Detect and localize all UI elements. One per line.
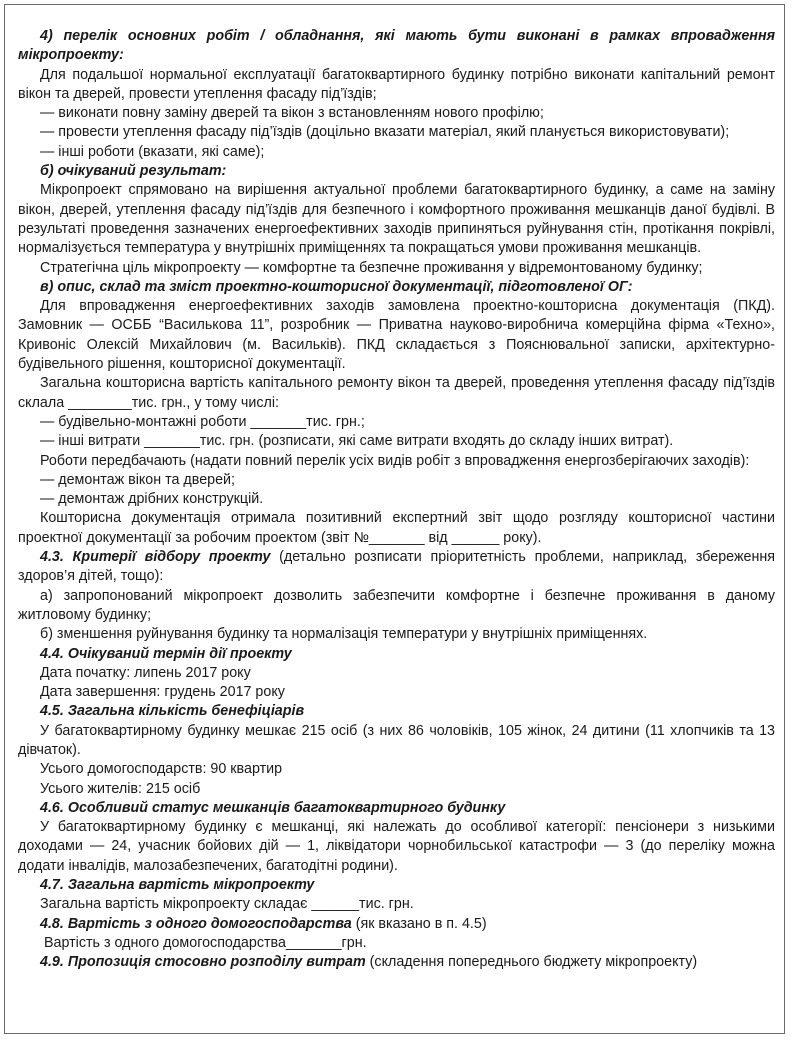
result-heading: б) очікуваний результат: xyxy=(40,163,227,180)
criteria-rest: (детально розписати пріоритетність проблеми, наприклад, збереження здоров’я дітей, тощо): xyxy=(18,549,775,585)
docs-text: Для впровадження енергоефективних заходів замовлена проектно-кошторисна документація (ПКД). Замовник — ОСББ “Васильковa 11”, розробник — Приватна науково-виробнича комерційна фірма «Техно», Кривоніс Олексій Михайлович (м. Васильків). ПКД складається з Пояснювальної записки, архітектурно-будівельного рішення, кошторисної документації. xyxy=(18,298,775,373)
distribution-paragraph xyxy=(18,953,775,972)
beneficiaries-heading: 4.5. Загальна кількість бенефіціарів xyxy=(40,703,305,720)
household-heading: 4.8. Вартість з одного домогосподарства xyxy=(40,915,352,932)
strategy-text: Стратегічна ціль мікропроекту — комфортне та безпечне проживання у відремонтованому будинку; xyxy=(40,259,703,276)
term-start: Дата початку: липень 2017 року xyxy=(40,664,251,681)
term-heading: 4.4. Очікуваний термін дії проекту xyxy=(40,645,292,662)
works-item: — інші роботи (вказати, які саме); xyxy=(40,143,265,160)
result-text: Мікропроект спрямовано на вирішення актуальної проблеми багатоквартирного будинку, а саме на заміну вікон, дверей, утеплення фасаду під’їздів для безпечного і комфортного проживання мешканців даної будівлі. В результаті проведення зазначених енергоефективних заходів припиняться руйнування стін, протікання покрівлі, нормалізується температура у внутрішніх приміщеннях та покращаться умови проживання мешканців. xyxy=(18,182,775,257)
status-heading: 4.6. Особливий статус мешканців багатоквартирного будинку xyxy=(40,799,506,816)
beneficiaries-text: У багатоквартирному будинку мешкає 215 осіб (з них 86 чоловіків, 105 жінок, 24 дитини (11 хлопчиків та 13 дівчаток). xyxy=(18,722,775,758)
cost-text: Загальна кошторисна вартість капітального ремонту вікон та дверей, проведення утеплення фасаду під’їздів склала ________тис. грн., у тому числі: xyxy=(18,375,775,411)
docs-heading: в) опис, склад та зміст проектно-кошторисної документації, підготовленої ОГ: xyxy=(40,278,633,295)
works-item: — провести утеплення фасаду під’їздів (доцільно вказати матеріал, який планується використовувати); xyxy=(40,124,730,141)
works-item: — виконати повну заміну дверей та вікон з встановленням нового профілю; xyxy=(40,105,544,122)
total-heading: 4.7. Загальна вартість мікропроекту xyxy=(40,877,315,894)
expert-text: Кошторисна документація отримала позитивний експертний звіт щодо розгляду кошторисної частини проектної документації за робочим проектом (звіт №_______ від ______ року). xyxy=(18,510,775,546)
distribution-rest: (складення попереднього бюджету мікропроекту) xyxy=(365,954,698,971)
criteria-heading: 4.3. Критерії відбору проекту xyxy=(40,549,271,566)
cost-item: — будівельно-монтажні роботи _______тис. грн.; xyxy=(40,413,365,430)
household-text: Вартість з одного домогосподарства_______грн. xyxy=(40,934,367,951)
household-rest: (як вказано в п. 4.5) xyxy=(351,915,487,932)
criteria-item: а) запропонований мікропроект дозволить забезпечити комфортне і безпечне проживання в даному житловому будинку; xyxy=(18,587,775,623)
works-intro: Для подальшої нормальної експлуатації багатоквартирного будинку потрібно виконати капітальний ремонт вікон та дверей, провести утеплення фасаду під’їздів; xyxy=(18,66,775,102)
households-count: Усього домогосподарств: 90 квартир xyxy=(40,761,283,778)
criteria-paragraph xyxy=(18,548,775,587)
jobs-item: — демонтаж дрібних конструкцій. xyxy=(40,491,264,508)
cost-item: — інші витрати _______тис. грн. (розписати, які саме витрати входять до складу інших витрат). xyxy=(40,433,674,450)
document-page xyxy=(4,4,785,1034)
jobs-item: — демонтаж вікон та дверей; xyxy=(40,471,236,488)
residents-count: Усього жителів: 215 осіб xyxy=(40,780,201,797)
term-end: Дата завершення: грудень 2017 року xyxy=(40,684,285,701)
household-paragraph xyxy=(18,915,775,934)
status-text: У багатоквартирному будинку є мешканці, які належать до особливої категорії: пенсіонери з низькими доходами — 24, учасник бойових дій — 1, ліквідатори чорнобильської катастрофи — 3 (до переліку можна додати інвалідів, малозабезпечених, багатодітні родини). xyxy=(18,819,775,874)
criteria-item: б) зменшення руйнування будинку та нормалізація температури у внутрішніх приміщеннях. xyxy=(40,626,648,643)
total-text: Загальна вартість мікропроекту складає ______тис. грн. xyxy=(40,896,414,913)
document-body xyxy=(18,27,775,973)
distribution-heading: 4.9. Пропозиція стосовно розподілу витрат xyxy=(40,954,366,971)
works-heading: 4) перелік основних робіт / обладнання, які мають бути виконані в рамках впровадження мікропроекту: xyxy=(18,28,775,64)
jobs-text: Роботи передбачають (надати повний перелік усіх видів робіт з впровадження енергозберігаючих заходів): xyxy=(40,452,750,469)
